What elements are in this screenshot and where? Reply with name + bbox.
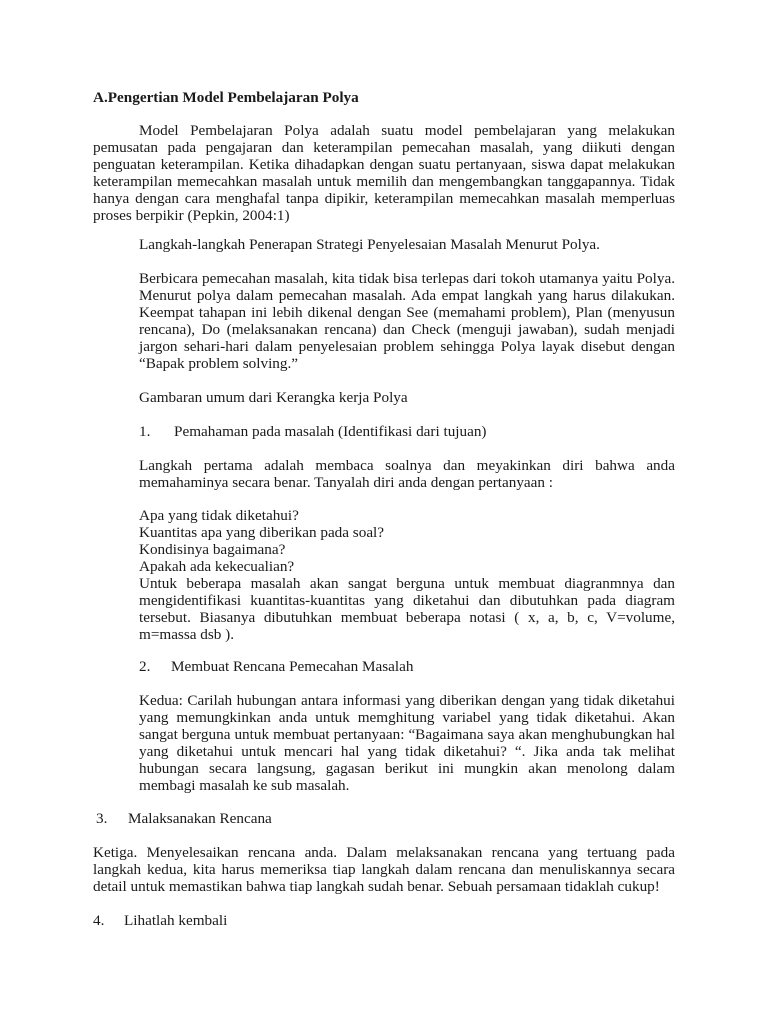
step-3-heading [96,810,496,827]
step-2-number: 2. [139,658,151,675]
step-1-followup: Untuk beberapa masalah akan sangat berguna untuk membuat diagranmnya dan mengidentifikasi kuantitas-kuantitas yang diketahui dan dibutuhkan pada diagram tersebut. Biasanya dibutuhkan membuat beberapa notasi ( x, a, b, c, V=volume, m=massa dsb ). [139,575,675,643]
framework-title: Gambaran umum dari Kerangka kerja Polya [139,389,408,406]
step-4-label: Lihatlah kembali [124,912,228,929]
intro-paragraph: Model Pembelajaran Polya adalah suatu model pembelajaran yang melakukan pemusatan pada pengajaran dan keterampilan pemecahan masalah, yang diikuti dengan penguatan keterampilan. Ketika dihadapkan dengan suatu pertanyaan, siswa dapat melakukan keterampilan memecahkan masalah untuk memilih dan mengembangkan tanggapannya. Tidak hanya dengan cara menghafal tanpa dipikir, keterampilan memecahkan masalah memperluas proses berpikir (Pepkin, 2004:1) [93,122,675,224]
step-3-text: Ketiga. Menyelesaikan rencana anda. Dalam melaksanakan rencana yang tertuang pada langkah kedua, kita harus memeriksa tiap langkah dalam rencana dan menuliskannya secara detail untuk memastikan bahwa tiap langkah sudah benar. Sebuah persamaan tidaklah cukup! [93,844,675,895]
steps-title: Langkah-langkah Penerapan Strategi Penyelesaian Masalah Menurut Polya. [139,236,600,253]
question-item: Kuantitas apa yang diberikan pada soal? [139,524,385,541]
step-3-number: 3. [96,810,108,827]
question-list [139,507,675,575]
step-1-text: Langkah pertama adalah membaca soalnya dan meyakinkan diri bahwa anda memahaminya secara benar. Tanyalah diri anda dengan pertanyaan : [139,457,675,491]
step-1-label: Pemahaman pada masalah (Identifikasi dari tujuan) [174,423,487,440]
step-1-number: 1. [139,423,151,440]
step-4-heading [93,912,493,929]
step-3-label: Malaksanakan Rencana [128,810,272,827]
question-item: Apa yang tidak diketahui? [139,507,299,524]
step-2-label: Membuat Rencana Pemecahan Masalah [171,658,414,675]
question-item: Kondisinya bagaimana? [139,541,286,558]
step-4-number: 4. [93,912,105,929]
section-heading: A.Pengertian Model Pembelajaran Polya [93,89,359,106]
step-2-text: Kedua: Carilah hubungan antara informasi yang diberikan dengan yang tidak diketahui yang memungkinkan anda untuk memghitung variabel yang tidak diketahui. Akan sangat berguna untuk membuat pertanyaan: “Bagaimana saya akan menghubungkan hal yang diketahui untuk mencari hal yang tidak diketahui? “. Jika anda tak melihat hubungan secara langsung, gagasan berikut ini mungkin akan menolong dalam membagi masalah ke sub masalah. [139,692,675,794]
polya-paragraph: Berbicara pemecahan masalah, kita tidak bisa terlepas dari tokoh utamanya yaitu Polya. Menurut polya dalam pemecahan masalah. Ada empat langkah yang harus dilakukan. Keempat tahapan ini lebih dikenal dengan See (memahami problem), Plan (menyusun rencana), Do (melaksanakan rencana) dan Check (menguji jawaban), sudah menjadi jargon sehari-hari dalam penyelesaian problem sehingga Polya layak disebut dengan “Bapak problem solving.” [139,270,675,372]
question-item: Apakah ada kekecualian? [139,558,295,575]
step-1-heading [139,423,675,440]
step-2-heading [139,658,675,675]
